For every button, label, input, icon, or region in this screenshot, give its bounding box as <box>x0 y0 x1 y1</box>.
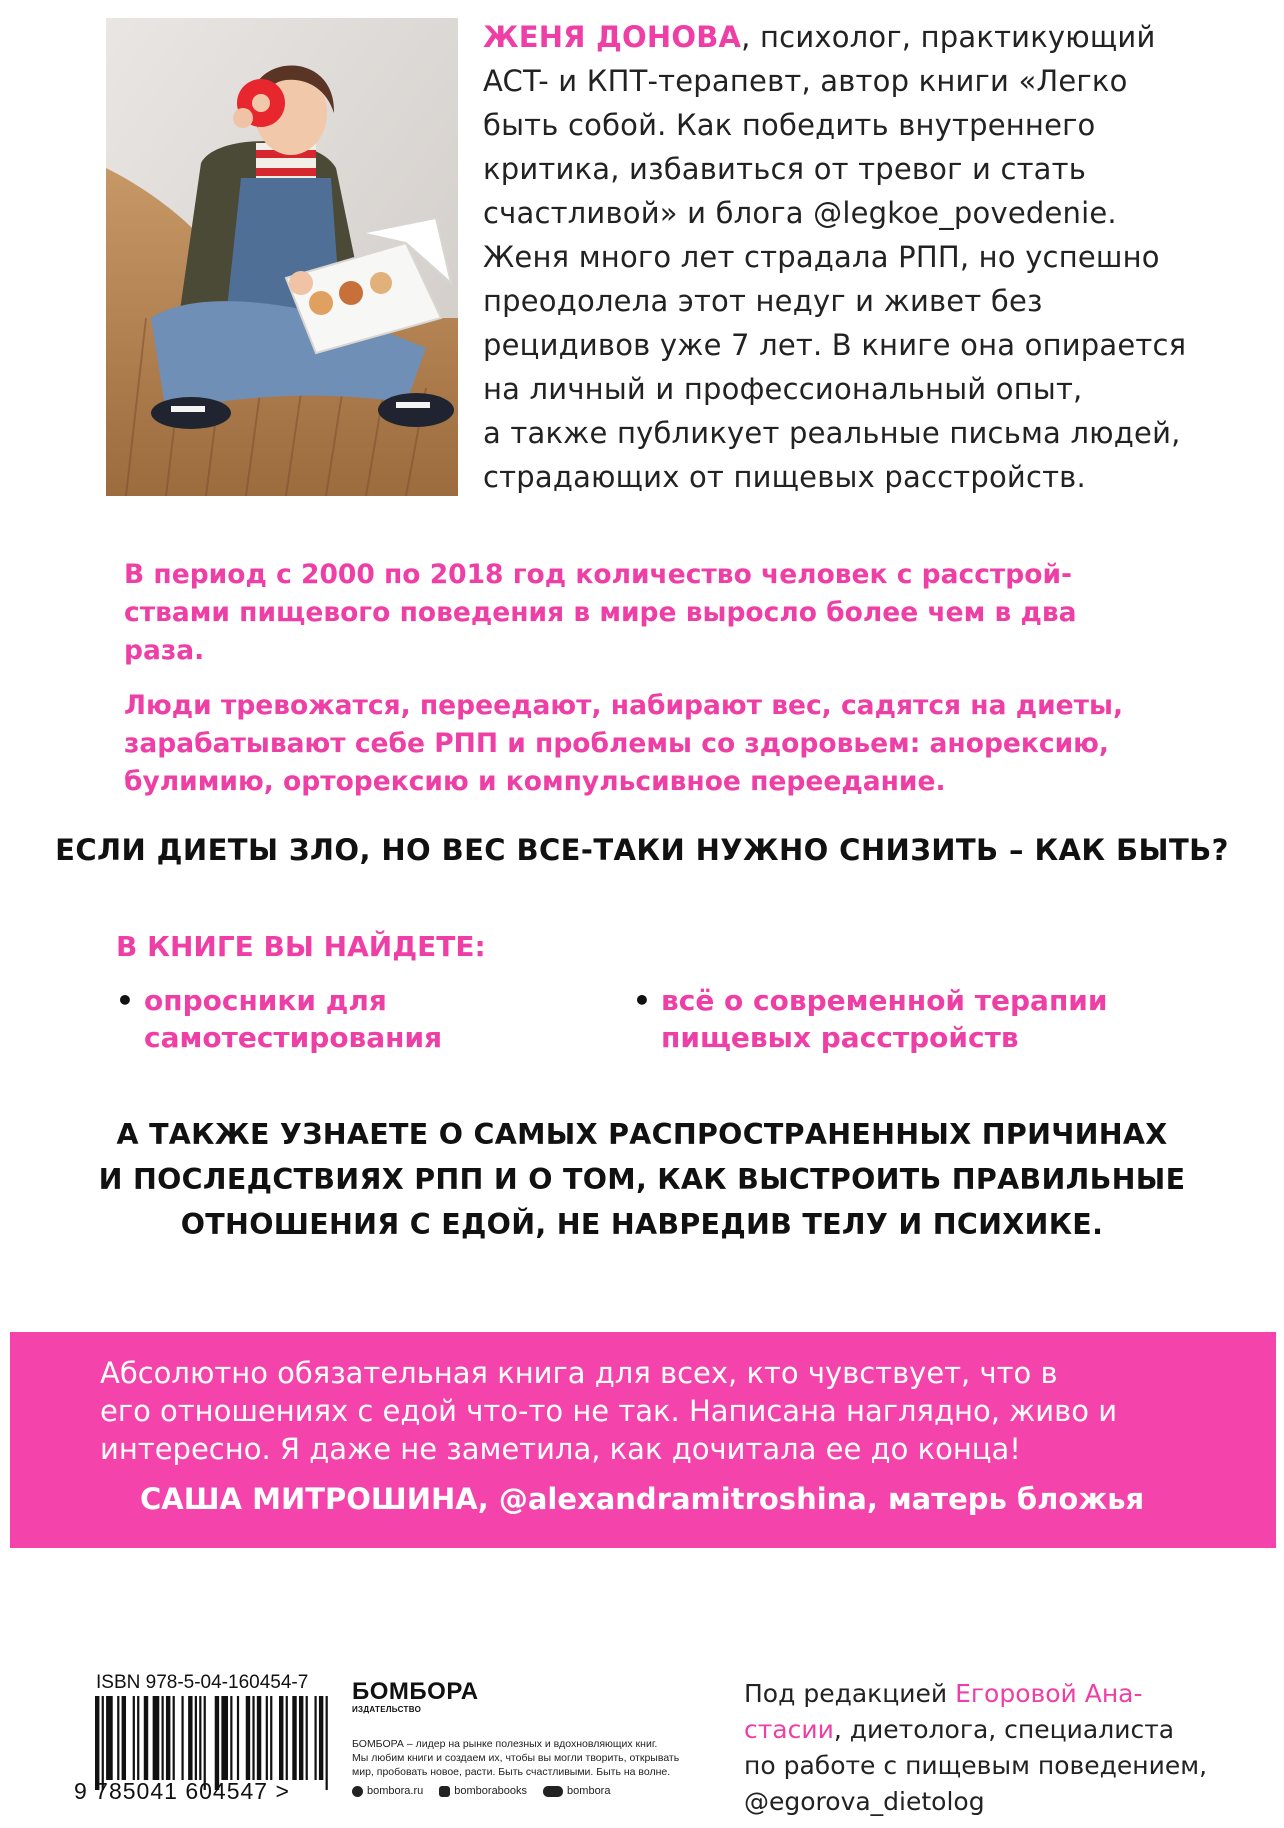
bullet-icon: • <box>633 984 651 1017</box>
vk-icon <box>439 1786 450 1797</box>
barcode-bar <box>252 1696 254 1780</box>
testimonial-author: САША МИТРОШИНА, @alexandramitroshina, матерь бложья <box>140 1482 1145 1516</box>
bio-line: рецидивов уже 7 лет. В книге она опирается <box>483 328 1187 362</box>
publisher-block <box>352 1680 722 1797</box>
publisher-logo: БОМБОРА <box>352 1678 479 1705</box>
barcode-bar <box>257 1696 261 1780</box>
barcode-bar <box>215 1696 219 1790</box>
symptoms-paragraph: Люди тревожатся, переедают, набирают вес, садятся на диеты, зарабатывают себе РПП и проблемы со здоровьем: анорексию, булимию, орторексию и компульсивное переедание. <box>124 690 1124 797</box>
editor-credit: Под редакцией Егоровой Ана- стасии, диетолога, специалиста по работе с пищевым поведением, @egorova_dietolog <box>744 1676 1224 1820</box>
author-bio <box>483 15 1218 499</box>
barcode-bar <box>299 1696 303 1780</box>
editor-name-cont: стасии <box>744 1715 834 1744</box>
barcode-bar <box>137 1696 139 1780</box>
barcode-bar <box>133 1696 135 1780</box>
bio-line: на личный и профессиональный опыт, <box>483 372 1083 406</box>
barcode-bar <box>237 1696 239 1780</box>
social-link[interactable]: bombora <box>543 1785 610 1797</box>
barcode-icon <box>95 1696 330 1790</box>
barcode-bar <box>319 1696 323 1780</box>
publisher-socials <box>352 1785 722 1797</box>
testimonial-quote: Абсолютно обязательная книга для всех, кто чувствует, что в его отношениях с едой что-то не так. Написана наглядно, живо и интересно. Я даже не заметила, как дочитала ее до конца! <box>100 1356 1118 1466</box>
barcode-bar <box>279 1696 283 1780</box>
key-question: ЕСЛИ ДИЕТЫ ЗЛО, НО ВЕС ВСЕ-ТАКИ НУЖНО СНИЗИТЬ – КАК БЫТЬ? <box>55 833 1229 867</box>
bullet-icon: • <box>116 984 134 1017</box>
bio-line: Женя много лет страдала РПП, но успешно <box>483 240 1160 274</box>
features-heading: В КНИГЕ ВЫ НАЙДЕТЕ: <box>116 930 486 963</box>
bio-line: страдающих от пищевых расстройств. <box>483 460 1086 494</box>
barcode-bar <box>306 1696 308 1780</box>
barcode-bar <box>314 1696 316 1780</box>
publisher-description: БОМБОРА – лидер на рынке полезных и вдохновляющих книг. Мы любим книги и создаем их, чтобы вы могли творить, открывать мир, пробовать новое, расти. Быть счастливыми. Быть на волне. <box>352 1738 680 1778</box>
barcode-bar <box>102 1696 104 1790</box>
barcode-bar <box>188 1696 192 1780</box>
social-link[interactable]: bombora.ru <box>352 1785 423 1797</box>
instagram-icon <box>352 1786 363 1797</box>
bio-line: быть собой. Как победить внутреннего <box>483 108 1096 142</box>
barcode-bar <box>106 1696 113 1780</box>
bio-line: счастливой» и блога @legkoe_povedenie. <box>483 196 1117 230</box>
barcode-bar <box>246 1696 250 1780</box>
barcode-bar <box>117 1696 119 1780</box>
barcode-bar <box>204 1696 206 1790</box>
barcode-bar <box>173 1696 175 1780</box>
isbn-label: ISBN 978-5-04-160454-7 <box>96 1672 309 1693</box>
statistics-paragraph: В период с 2000 по 2018 год количество человек с расстрой- ствами пищевого поведения в мире выросло более чем в два раза. <box>124 559 1077 666</box>
barcode-bar <box>144 1696 148 1780</box>
bio-line-1: ЖЕНЯ ДОНОВА, психолог, практикующий <box>483 20 1156 54</box>
testimonial-band <box>10 1332 1276 1548</box>
bio-line: преодолела этот недуг и живет без <box>483 284 1043 318</box>
author-photo <box>106 18 458 496</box>
barcode-bar <box>153 1696 160 1780</box>
barcode-bar <box>230 1696 232 1780</box>
also-learn-block: А ТАКЖЕ УЗНАЕТЕ О САМЫХ РАСПРОСТРАНЕННЫХ ПРИЧИНАХ И ПОСЛЕДСТВИЯХ РПП И О ТОМ, КАК ВЫСТРОИТЬ ПРАВИЛЬНЫЕ ОТНОШЕНИЯ С ЕДОЙ, НЕ НАВРЕДИВ ТЕЛУ И ПСИХИКЕ. <box>98 1118 1186 1241</box>
feature-item: • опросники для самотестирования <box>116 984 443 1054</box>
feature-item: • всё о современной терапии пищевых расстройств <box>633 984 1108 1054</box>
bio-line: ACT- и КПТ-терапевт, автор книги «Легко <box>483 64 1128 98</box>
barcode-bar <box>221 1696 228 1780</box>
youtube-telegram-icon <box>543 1786 563 1797</box>
barcode-bar <box>286 1696 288 1780</box>
author-name: ЖЕНЯ ДОНОВА <box>483 20 742 54</box>
barcode-digits: 9 785041 604547 > <box>74 1778 290 1804</box>
barcode-bar <box>199 1696 201 1780</box>
barcode-bar <box>266 1696 268 1780</box>
barcode-bar <box>166 1696 170 1780</box>
editor-handle: @egorova_dietolog <box>744 1787 985 1816</box>
publisher-subtitle: ИЗДАТЕЛЬСТВО <box>352 1705 422 1714</box>
barcode-bar <box>270 1696 272 1780</box>
barcode-bar <box>95 1696 99 1790</box>
social-link[interactable]: bomborabooks <box>439 1785 527 1797</box>
barcode-bar <box>122 1696 126 1780</box>
editor-name: Егоровой Ана- <box>955 1679 1143 1708</box>
barcode-bar <box>162 1696 164 1780</box>
barcode-bar <box>292 1696 296 1780</box>
barcode-bar <box>181 1696 183 1780</box>
bio-line: а также публикует реальные письма людей, <box>483 416 1181 450</box>
barcode-bar <box>326 1696 328 1790</box>
bio-line: критика, избавиться от тревог и стать <box>483 152 1087 186</box>
barcode-bar <box>195 1696 197 1780</box>
